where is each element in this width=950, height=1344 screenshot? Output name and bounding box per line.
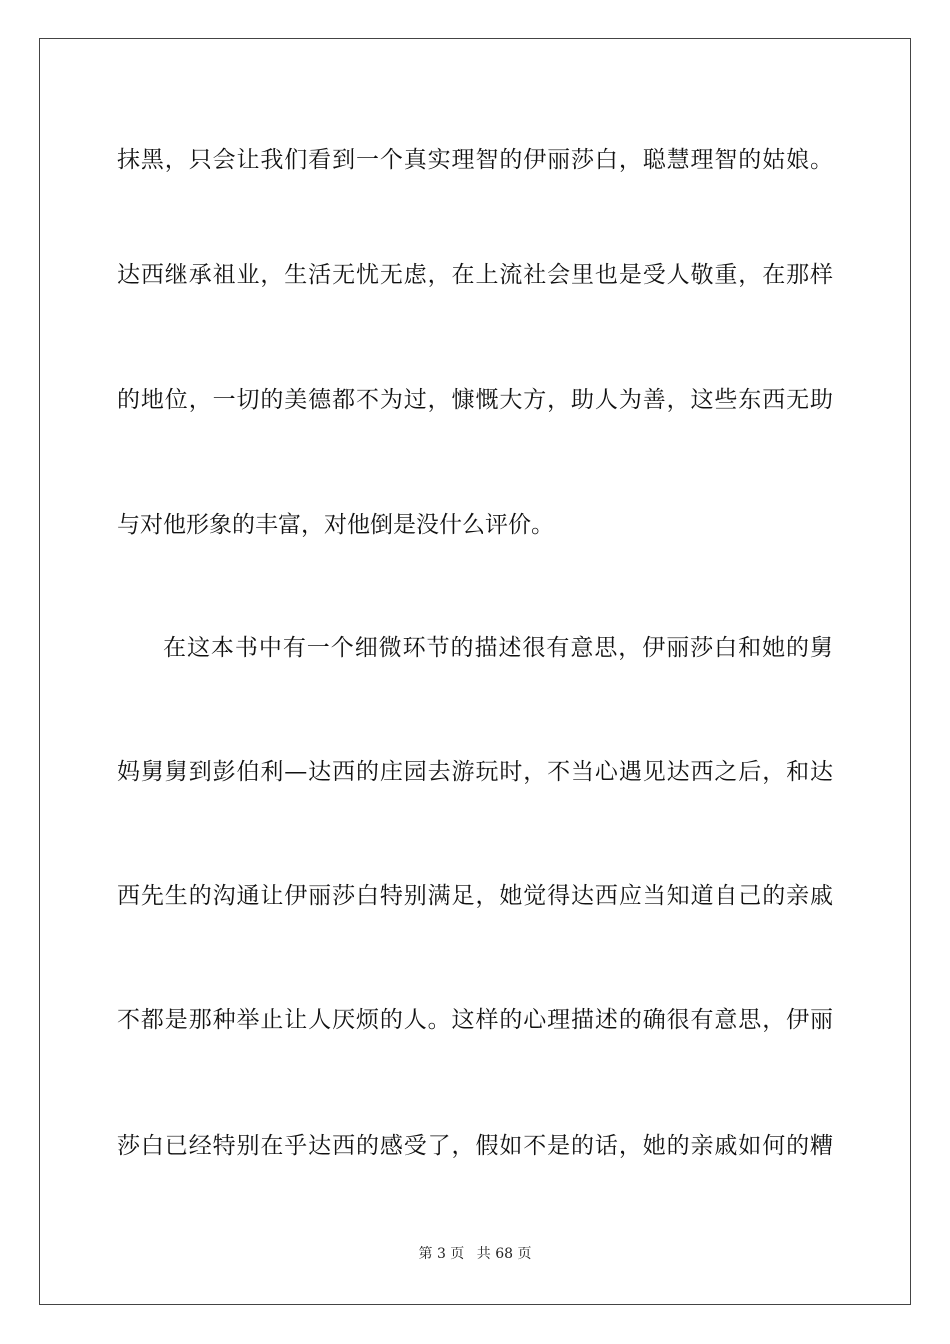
page-border: [39, 38, 911, 1305]
body-line-7: 西先生的沟通让伊丽莎白特别满足，她觉得达西应当知道自己的亲戚: [117, 883, 833, 909]
body-line-1: 抹黑，只会让我们看到一个真实理智的伊丽莎白，聪慧理智的姑娘。: [117, 147, 833, 173]
body-line-8: 不都是那种举止让人厌烦的人。这样的心理描述的确很有意思，伊丽: [117, 1007, 833, 1033]
page-total: 共 68 页: [476, 1246, 532, 1262]
body-line-4: 与对他形象的丰富，对他倒是没什么评价。: [117, 512, 554, 538]
body-line-6: 妈舅舅到彭伯利—达西的庄园去游玩时，不当心遇见达西之后，和达: [117, 759, 833, 785]
body-line-2: 达西继承祖业，生活无忧无虑，在上流社会里也是受人敬重，在那样: [117, 262, 833, 288]
body-line-5: 在这本书中有一个细微环节的描述很有意思，伊丽莎白和她的舅: [163, 635, 833, 661]
body-line-3: 的地位，一切的美德都不为过，慷慨大方，助人为善，这些东西无助: [117, 387, 833, 413]
page-footer: [0, 1245, 950, 1263]
page-number: 第 3 页: [418, 1246, 465, 1262]
body-line-9: 莎白已经特别在乎达西的感受了，假如不是的话，她的亲戚如何的糟: [117, 1133, 833, 1159]
